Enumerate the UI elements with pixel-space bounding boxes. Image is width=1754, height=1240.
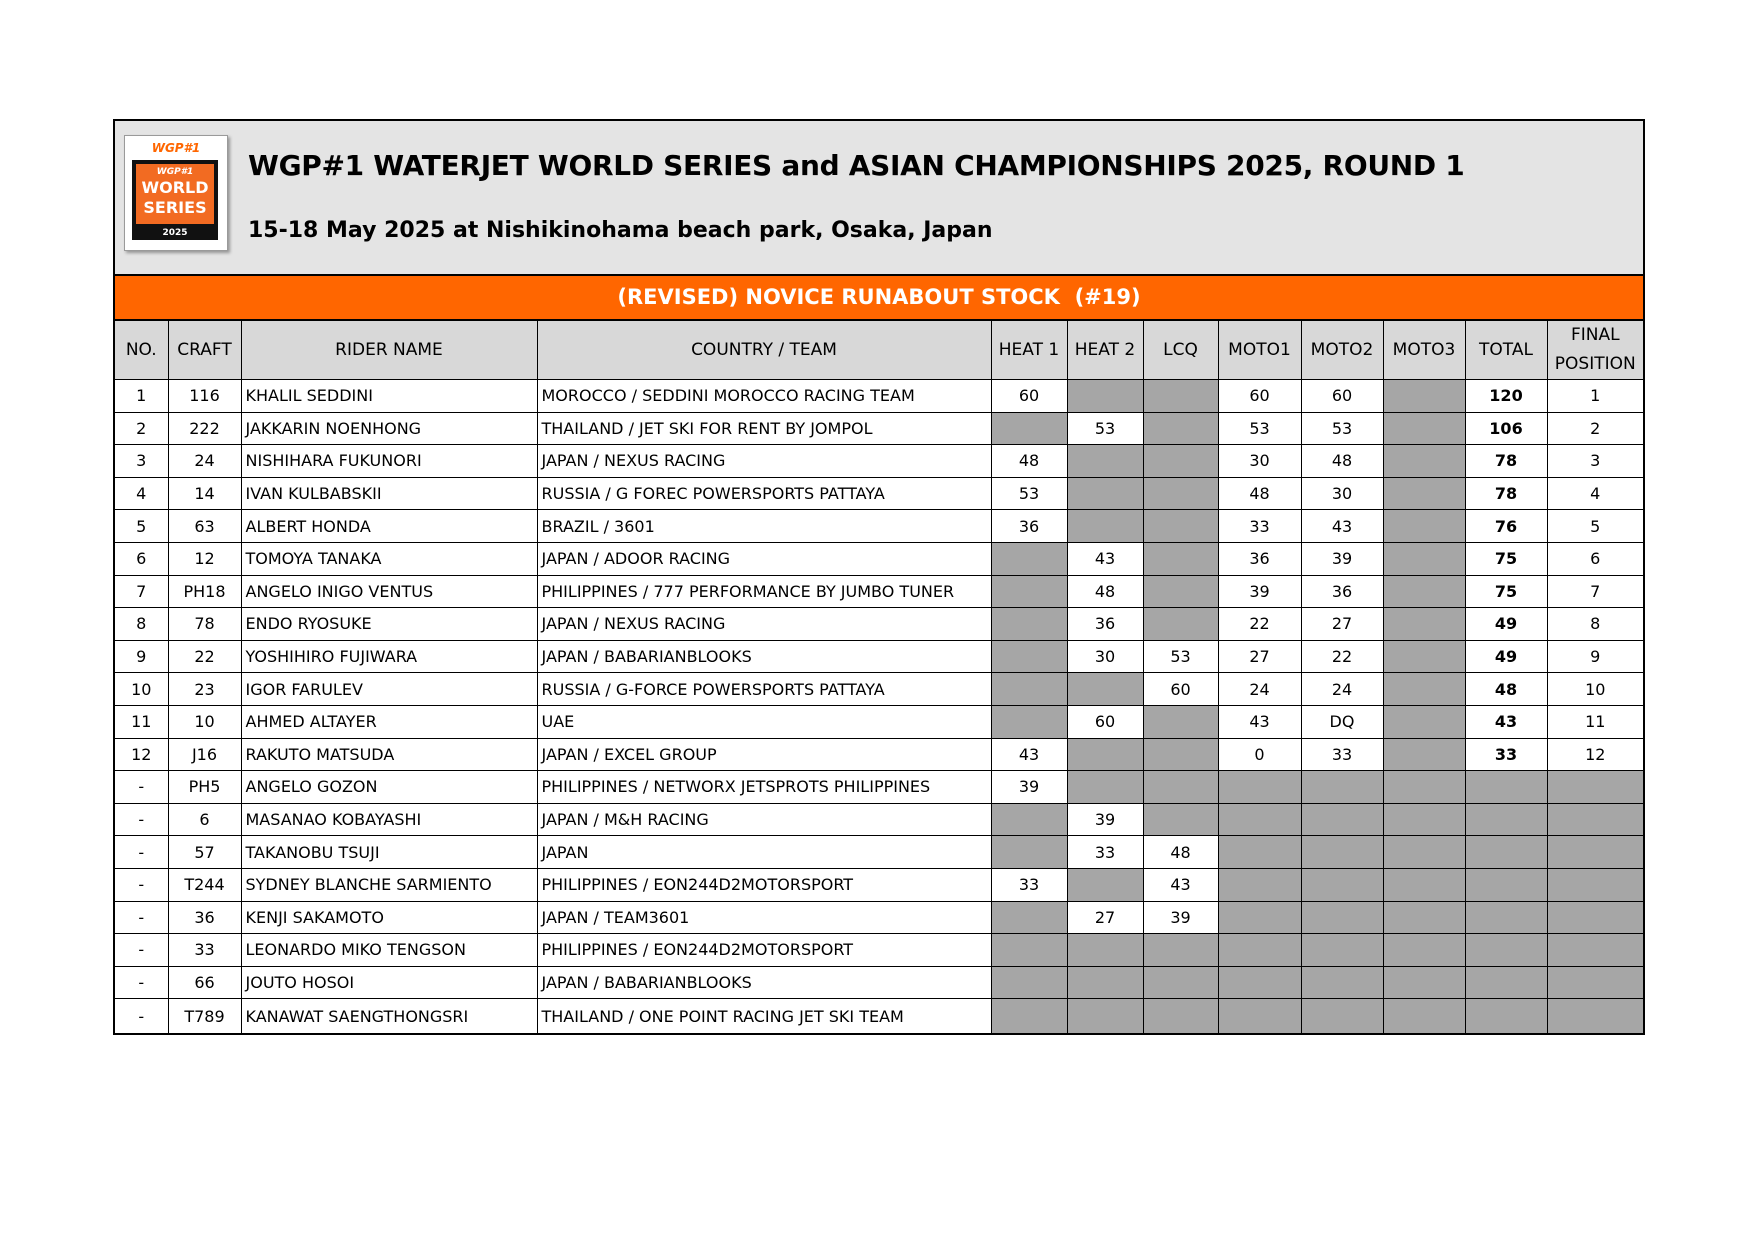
moto1-points [1218,966,1301,999]
country-team: RUSSIA / G FOREC POWERSPORTS PATTAYA [537,477,991,510]
table-row [115,412,1643,445]
heat2-points: 53 [1067,412,1143,445]
lcq-points [1143,510,1218,543]
column-header: RIDER NAME [241,321,537,380]
moto3-points [1383,999,1465,1033]
heat2-points: 60 [1067,705,1143,738]
heat2-points [1067,738,1143,771]
event-subtitle: 15-18 May 2025 at Nishikinohama beach park, Osaka, Japan [248,218,993,243]
rider-name: TOMOYA TANAKA [241,542,537,575]
moto1-points [1218,803,1301,836]
total-points [1465,771,1547,804]
total-points: 78 [1465,477,1547,510]
position-no: 6 [115,542,168,575]
lcq-points [1143,575,1218,608]
heat2-points: 30 [1067,640,1143,673]
header-row [115,321,1643,380]
moto1-points: 33 [1218,510,1301,543]
lcq-points [1143,934,1218,967]
position-no: - [115,868,168,901]
position-no: - [115,934,168,967]
moto1-points [1218,934,1301,967]
logo-badge-panel [136,164,214,224]
final-position: 12 [1547,738,1643,771]
table-row [115,640,1643,673]
final-position [1547,934,1643,967]
column-header: MOTO3 [1383,321,1465,380]
moto3-points [1383,608,1465,641]
moto1-points: 60 [1218,380,1301,413]
moto3-points [1383,803,1465,836]
country-team: JAPAN / BABARIANBLOOKS [537,966,991,999]
class-banner: (REVISED) NOVICE RUNABOUT STOCK (#19) [115,276,1643,321]
total-points: 33 [1465,738,1547,771]
heat1-points [991,412,1067,445]
rider-name: LEONARDO MIKO TENGSON [241,934,537,967]
rider-name: AHMED ALTAYER [241,705,537,738]
country-team: MOROCCO / SEDDINI MOROCCO RACING TEAM [537,380,991,413]
lcq-points [1143,412,1218,445]
moto3-points [1383,412,1465,445]
lcq-points [1143,705,1218,738]
lcq-points [1143,966,1218,999]
position-no: - [115,836,168,869]
moto3-points [1383,934,1465,967]
moto2-points [1301,901,1383,934]
country-team: UAE [537,705,991,738]
moto2-points: 36 [1301,575,1383,608]
lcq-points: 43 [1143,868,1218,901]
table-row [115,934,1643,967]
table-row [115,673,1643,706]
column-header: HEAT 2 [1067,321,1143,380]
final-position [1547,771,1643,804]
country-team: JAPAN / BABARIANBLOOKS [537,640,991,673]
table-row [115,542,1643,575]
heat2-points: 43 [1067,542,1143,575]
moto2-points: 60 [1301,380,1383,413]
heat2-points [1067,673,1143,706]
column-header: CRAFT [168,321,241,380]
total-points: 75 [1465,575,1547,608]
country-team: JAPAN / ADOOR RACING [537,542,991,575]
final-position: 8 [1547,608,1643,641]
moto2-points: 30 [1301,477,1383,510]
lcq-points [1143,477,1218,510]
rider-name: RAKUTO MATSUDA [241,738,537,771]
lcq-points [1143,999,1218,1033]
moto1-points: 30 [1218,445,1301,478]
heat1-points [991,966,1067,999]
craft-number: T244 [168,868,241,901]
final-position: 10 [1547,673,1643,706]
position-no: 2 [115,412,168,445]
position-no: - [115,771,168,804]
heat1-points: 60 [991,380,1067,413]
column-header: TOTAL [1465,321,1547,380]
table-row [115,771,1643,804]
moto2-points [1301,836,1383,869]
position-no: 5 [115,510,168,543]
moto2-points: DQ [1301,705,1383,738]
results-body [115,380,1643,1033]
moto3-points [1383,575,1465,608]
total-points [1465,836,1547,869]
heat2-points: 39 [1067,803,1143,836]
total-points: 48 [1465,673,1547,706]
heat1-points [991,542,1067,575]
lcq-points [1143,608,1218,641]
moto1-points [1218,868,1301,901]
heat1-points [991,673,1067,706]
moto1-points: 43 [1218,705,1301,738]
rider-name: MASANAO KOBAYASHI [241,803,537,836]
heat1-points: 39 [991,771,1067,804]
moto3-points [1383,542,1465,575]
rider-name: SYDNEY BLANCHE SARMIENTO [241,868,537,901]
total-points [1465,934,1547,967]
craft-number: 222 [168,412,241,445]
moto3-points [1383,510,1465,543]
lcq-points: 39 [1143,901,1218,934]
moto3-points [1383,380,1465,413]
final-position: 5 [1547,510,1643,543]
heat1-points: 43 [991,738,1067,771]
craft-number: 12 [168,542,241,575]
table-row [115,901,1643,934]
total-points: 49 [1465,608,1547,641]
total-points: 49 [1465,640,1547,673]
rider-name: YOSHIHIRO FUJIWARA [241,640,537,673]
country-team: BRAZIL / 3601 [537,510,991,543]
table-row [115,575,1643,608]
total-points [1465,966,1547,999]
heat2-points: 27 [1067,901,1143,934]
rider-name: KANAWAT SAENGTHONGSRI [241,999,537,1033]
country-team: JAPAN [537,836,991,869]
moto1-points [1218,999,1301,1033]
moto2-points: 27 [1301,608,1383,641]
rider-name: ALBERT HONDA [241,510,537,543]
logo-brand: WGP#1 [156,167,194,177]
rider-name: IGOR FARULEV [241,673,537,706]
rider-name: ENDO RYOSUKE [241,608,537,641]
moto1-points: 53 [1218,412,1301,445]
moto1-points: 48 [1218,477,1301,510]
rider-name: NISHIHARA FUKUNORI [241,445,537,478]
country-team: PHILIPPINES / 777 PERFORMANCE BY JUMBO TUNER [537,575,991,608]
craft-number: J16 [168,738,241,771]
total-points: 43 [1465,705,1547,738]
moto3-points [1383,738,1465,771]
column-header: MOTO1 [1218,321,1301,380]
country-team: JAPAN / NEXUS RACING [537,608,991,641]
country-team: JAPAN / EXCEL GROUP [537,738,991,771]
lcq-points [1143,445,1218,478]
final-position: 1 [1547,380,1643,413]
position-no: 11 [115,705,168,738]
column-header: HEAT 1 [991,321,1067,380]
event-title: WGP#1 WATERJET WORLD SERIES and ASIAN CHAMPIONSHIPS 2025, ROUND 1 [248,149,1465,182]
heat2-points: 33 [1067,836,1143,869]
moto1-points: 27 [1218,640,1301,673]
moto2-points: 22 [1301,640,1383,673]
position-no: - [115,803,168,836]
lcq-points: 53 [1143,640,1218,673]
final-position [1547,901,1643,934]
moto3-points [1383,836,1465,869]
heat2-points [1067,477,1143,510]
rider-name: ANGELO GOZON [241,771,537,804]
moto1-points: 22 [1218,608,1301,641]
final-position [1547,836,1643,869]
total-points [1465,868,1547,901]
moto2-points: 33 [1301,738,1383,771]
total-points [1465,999,1547,1033]
total-points [1465,803,1547,836]
moto2-points [1301,771,1383,804]
table-row [115,510,1643,543]
moto3-points [1383,705,1465,738]
craft-number: 14 [168,477,241,510]
heat1-points [991,575,1067,608]
heat1-points [991,901,1067,934]
moto3-points [1383,640,1465,673]
country-team: THAILAND / JET SKI FOR RENT BY JOMPOL [537,412,991,445]
total-points [1465,901,1547,934]
moto1-points [1218,836,1301,869]
total-points: 120 [1465,380,1547,413]
rider-name: JOUTO HOSOI [241,966,537,999]
craft-number: 22 [168,640,241,673]
table-row [115,705,1643,738]
position-no: 8 [115,608,168,641]
final-position [1547,803,1643,836]
heat2-points [1067,445,1143,478]
lcq-points [1143,380,1218,413]
moto2-points: 43 [1301,510,1383,543]
heat1-points: 36 [991,510,1067,543]
heat2-points [1067,999,1143,1033]
final-position [1547,999,1643,1033]
final-position [1547,966,1643,999]
country-team: JAPAN / TEAM3601 [537,901,991,934]
craft-number: 63 [168,510,241,543]
craft-number: PH5 [168,771,241,804]
table-row [115,380,1643,413]
table-row [115,999,1643,1033]
table-row [115,868,1643,901]
column-header: MOTO2 [1301,321,1383,380]
lcq-points [1143,803,1218,836]
results-table [115,321,1643,1033]
moto2-points [1301,868,1383,901]
logo-top-text: WGP#1 [151,141,201,155]
heat2-points [1067,868,1143,901]
craft-number: 10 [168,705,241,738]
heat2-points: 48 [1067,575,1143,608]
column-header: NO. [115,321,168,380]
heat1-points [991,803,1067,836]
moto1-points: 0 [1218,738,1301,771]
final-position: 11 [1547,705,1643,738]
table-row [115,445,1643,478]
lcq-points: 48 [1143,836,1218,869]
total-points: 75 [1465,542,1547,575]
rider-name: ANGELO INIGO VENTUS [241,575,537,608]
heat2-points [1067,771,1143,804]
position-no: - [115,901,168,934]
craft-number: 36 [168,901,241,934]
heat1-points [991,640,1067,673]
position-no: - [115,999,168,1033]
final-position: 4 [1547,477,1643,510]
country-team: PHILIPPINES / NETWORX JETSPROTS PHILIPPINES [537,771,991,804]
position-no: 1 [115,380,168,413]
moto1-points: 36 [1218,542,1301,575]
lcq-points [1143,542,1218,575]
final-position: 7 [1547,575,1643,608]
craft-number: 116 [168,380,241,413]
heat1-points [991,836,1067,869]
final-position: 2 [1547,412,1643,445]
event-logo [124,135,228,251]
moto2-points [1301,934,1383,967]
heat2-points [1067,380,1143,413]
moto1-points: 39 [1218,575,1301,608]
rider-name: KHALIL SEDDINI [241,380,537,413]
position-no: 10 [115,673,168,706]
final-position [1547,868,1643,901]
moto1-points [1218,771,1301,804]
column-header: FINAL POSITION [1547,321,1643,380]
table-row [115,803,1643,836]
logo-word-2: SERIES [143,198,207,217]
heat2-points: 36 [1067,608,1143,641]
moto3-points [1383,868,1465,901]
table-row [115,608,1643,641]
column-header: COUNTRY / TEAM [537,321,991,380]
position-no: 7 [115,575,168,608]
heat2-points [1067,966,1143,999]
rider-name: KENJI SAKAMOTO [241,901,537,934]
heat1-points [991,999,1067,1033]
moto2-points [1301,966,1383,999]
moto3-points [1383,477,1465,510]
craft-number: 24 [168,445,241,478]
moto2-points: 53 [1301,412,1383,445]
moto3-points [1383,445,1465,478]
lcq-points [1143,771,1218,804]
country-team: JAPAN / NEXUS RACING [537,445,991,478]
moto2-points [1301,999,1383,1033]
total-points: 106 [1465,412,1547,445]
craft-number: PH18 [168,575,241,608]
heat1-points: 53 [991,477,1067,510]
country-team: PHILIPPINES / EON244D2MOTORSPORT [537,868,991,901]
moto3-points [1383,901,1465,934]
heat1-points [991,934,1067,967]
craft-number: 57 [168,836,241,869]
craft-number: 78 [168,608,241,641]
heat1-points: 33 [991,868,1067,901]
position-no: 9 [115,640,168,673]
position-no: - [115,966,168,999]
country-team: RUSSIA / G-FORCE POWERSPORTS PATTAYA [537,673,991,706]
craft-number: 6 [168,803,241,836]
rider-name: JAKKARIN NOENHONG [241,412,537,445]
heat1-points [991,608,1067,641]
country-team: THAILAND / ONE POINT RACING JET SKI TEAM [537,999,991,1033]
table-row [115,477,1643,510]
country-team: PHILIPPINES / EON244D2MOTORSPORT [537,934,991,967]
lcq-points [1143,738,1218,771]
moto2-points [1301,803,1383,836]
position-no: 4 [115,477,168,510]
rider-name: IVAN KULBABSKII [241,477,537,510]
table-row [115,966,1643,999]
moto2-points: 39 [1301,542,1383,575]
moto3-points [1383,966,1465,999]
craft-number: 66 [168,966,241,999]
moto2-points: 48 [1301,445,1383,478]
logo-year: 2025 [162,228,188,238]
moto1-points: 24 [1218,673,1301,706]
lcq-points: 60 [1143,673,1218,706]
rider-name: TAKANOBU TSUJI [241,836,537,869]
table-row [115,836,1643,869]
column-header: LCQ [1143,321,1218,380]
final-position: 9 [1547,640,1643,673]
total-points: 76 [1465,510,1547,543]
final-position: 3 [1547,445,1643,478]
moto2-points: 24 [1301,673,1383,706]
logo-word-1: WORLD [141,178,209,197]
final-position: 6 [1547,542,1643,575]
total-points: 78 [1465,445,1547,478]
moto3-points [1383,673,1465,706]
table-row [115,738,1643,771]
logo-badge [132,160,218,240]
heat2-points [1067,934,1143,967]
sheet-header [115,121,1643,276]
craft-number: T789 [168,999,241,1033]
moto1-points [1218,901,1301,934]
craft-number: 23 [168,673,241,706]
position-no: 3 [115,445,168,478]
country-team: JAPAN / M&H RACING [537,803,991,836]
heat2-points [1067,510,1143,543]
moto3-points [1383,771,1465,804]
results-sheet [113,119,1645,1035]
craft-number: 33 [168,934,241,967]
position-no: 12 [115,738,168,771]
heat1-points: 48 [991,445,1067,478]
heat1-points [991,705,1067,738]
